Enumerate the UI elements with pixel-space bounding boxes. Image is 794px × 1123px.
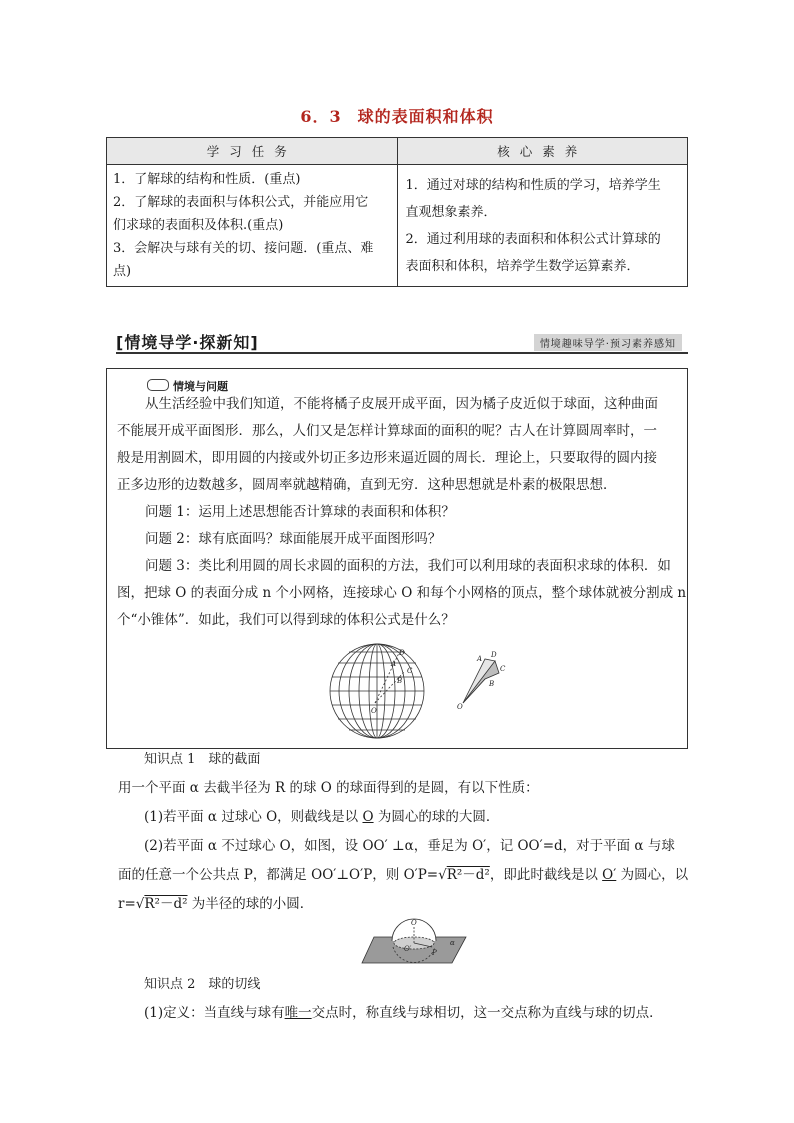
text-segment: 交点时，称直线与球相切，这一交点称为直线与球的切点． [311,1005,663,1021]
paragraph-line: 正多边形的边数越多，圆周率就越精确，直到无穷．这种思想就是朴素的极限思想． [117,477,617,493]
figure-label: C [500,665,506,673]
knowledge-point-title: 知识点 2 球的切线 [144,977,261,992]
figure-label: C [407,667,413,675]
text-segment: (1)定义：当直线与球有 [144,1005,285,1021]
page-title [0,104,794,127]
question-line: 个“小锥体”．如此，我们可以得到球的体积公式是什么？ [117,612,455,628]
paragraph-line [118,861,688,890]
paragraph-line: 用一个平面 α 去截半径为 R 的球 O 的球面得到的是圆，有以下性质： [118,780,539,796]
text-segment: ，即此时截线是以 [489,867,603,883]
figure-label: α [450,939,455,947]
scenario-text [117,391,687,634]
text-segment: 为圆心的球的大圆． [373,809,500,825]
radicand: R²－d² [144,896,188,912]
task-line: 1．了解球的结构和性质．(重点) [113,172,301,187]
text-segment: 为圆心，以 [616,867,689,883]
task-line: 2．了解球的表面积与体积公式，并能应用它 [113,195,369,210]
small-cone-figure [455,651,515,711]
core-line: 2．通过利用球的表面积和体积公式计算球的 [405,231,661,247]
table-header-core: 核心素养 [397,138,688,165]
section-tag: 情境趣味导学·预习素养感知 [534,334,682,351]
question-line: 问题 2：球有底面吗？球面能展开成平面图形吗？ [145,531,442,547]
paragraph-line: (2)若平面 α 不过球心 O，如图，设 OO′ ⊥α，垂足为 O′，记 OO′=d，对于平面 α 与球 [144,838,675,854]
radicand: R²－d² [446,867,490,883]
core-line: 1．通过对球的结构和性质的学习，培养学生 [405,177,661,193]
figure-label: A [391,660,397,668]
core-line: 直观想象素养． [405,204,497,220]
section-title-text: 球的表面积和体积 [357,107,494,126]
figure-label: D [399,649,405,657]
section-header [106,330,688,354]
question-line: 问题 1：运用上述思想能否计算球的表面积和体积？ [145,504,455,520]
text-segment: r=√ [118,896,145,912]
figure-label: O [457,703,463,711]
figure-label: A [477,655,483,663]
text-segment: 为半径的球的小圆． [187,896,314,912]
paragraph-line: 不能展开成平面图形．那么，人们又是怎样计算球面的面积的呢？古人在计算圆周率时，一 [117,423,657,439]
paragraph-line [118,803,688,832]
figure-label: D [491,651,497,659]
paragraph-line: 从生活经验中我们知道，不能将橘子皮展开成平面，因为橘子皮近似于球面，这种曲面 [145,396,658,412]
section-heading: [情境导学·探新知] [116,333,259,352]
graduation-cap-icon [147,379,169,391]
figure-label: B [397,677,403,685]
task-line: 们求球的表面积及体积.(重点) [113,218,284,233]
scenario-heading-text: 情境与问题 [173,380,228,393]
underlined-term: 唯一 [284,1005,312,1021]
text-segment: 面的任意一个公共点 P，都满足 OO′⊥O′P，则 O′P=√ [118,867,447,883]
text-segment: (1)若平面 α 过球心 O，则截线是以 [144,809,363,825]
figure-label: O [371,707,377,715]
section-divider [116,352,688,354]
knowledge-point-2 [118,970,688,1028]
figure-label: P [432,949,437,957]
figure-label: O′ [404,945,412,953]
scenario-box [106,368,688,749]
core-cell [397,165,688,287]
grid-sphere-figure [327,641,427,741]
underlined-term: O′ [602,867,617,883]
figure-label: O [411,919,417,927]
knowledge-point-title: 知识点 1 球的截面 [144,752,261,767]
paragraph-line: 般是用割圆术，即用圆的内接或外切正多边形来逼近圆的周长．理论上，只要取得的圆内接 [117,450,657,466]
learning-tasks-table [106,137,688,287]
section-number: 6．3 [300,107,342,126]
task-line: 点) [113,264,132,279]
core-line: 表面积和体积，培养学生数学运算素养． [405,258,640,274]
underlined-term: O [362,809,374,825]
question-line: 图，把球 O 的表面分成 n 个小网格，连接球心 O 和每个小网格的顶点，整个球体就被分割成 n [117,585,687,601]
question-line: 问题 3：类比利用圆的周长求圆的面积的方法，我们可以利用球的表面积求球的体积．如 [145,558,671,574]
sphere-section-figure [360,911,470,967]
task-line: 3．会解决与球有关的切、接问题．(重点、难 [113,241,374,256]
tasks-cell [107,165,398,287]
knowledge-point-1 [118,745,688,919]
figure-label: B [489,680,495,688]
paragraph-line [118,999,688,1028]
table-header-tasks: 学习任务 [107,138,398,165]
